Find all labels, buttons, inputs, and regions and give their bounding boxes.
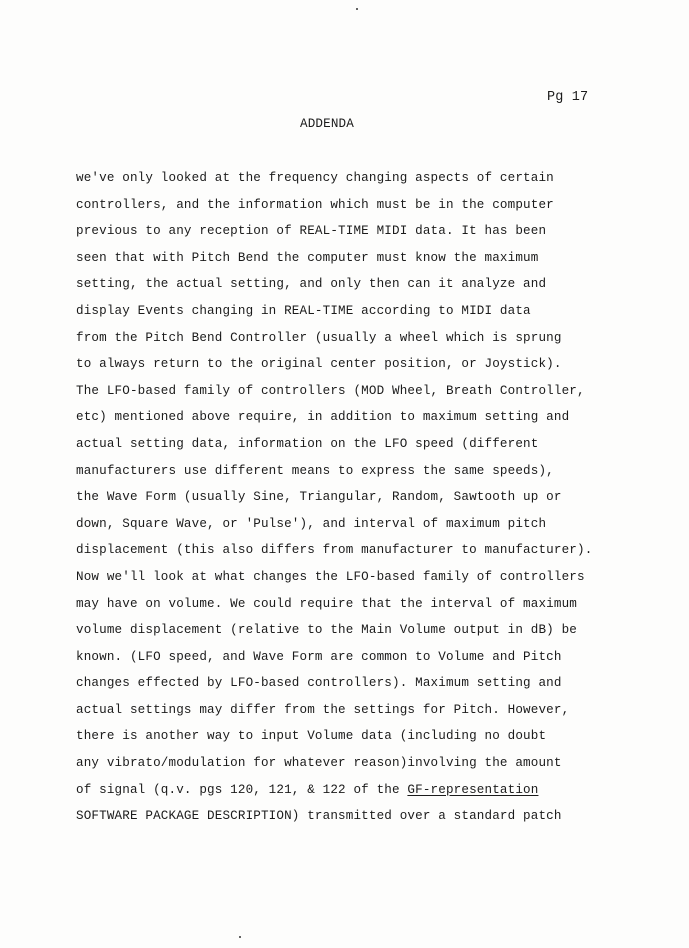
text-line-21: actual settings may differ from the settings for Pitch. However,: [76, 702, 570, 717]
text-line-7: from the Pitch Bend Controller (usually a wheel which is sprung: [76, 330, 562, 345]
text-line-24-start: of signal (q.v. pgs 120, 121, & 122 of the: [76, 782, 408, 797]
text-line-13: the Wave Form (usually Sine, Triangular, Random, Sawtooth up or: [76, 490, 562, 505]
text-line-18: volume displacement (relative to the Main Volume output in dB) be: [76, 623, 577, 638]
text-line-22: there is another way to input Volume data (including no doubt: [76, 729, 547, 744]
text-line-1: we've only looked at the frequency changing aspects of certain: [76, 171, 554, 185]
page-number: Pg 17: [547, 90, 589, 105]
text-line-23: any vibrato/modulation for whatever reason)involving the amount: [76, 756, 562, 771]
text-line-19: known. (LFO speed, and Wave Form are common to Volume and Pitch: [76, 649, 562, 664]
text-line-20: changes effected by LFO-based controllers). Maximum setting and: [76, 676, 562, 691]
text-line-24: [76, 777, 676, 804]
text-line-4: seen that with Pitch Bend the computer must know the maximum: [76, 250, 539, 265]
text-line-16: Now we'll look at what changes the LFO-based family of controllers: [76, 569, 585, 584]
text-line-12: manufacturers use different means to express the same speeds),: [76, 463, 554, 478]
text-line-3: previous to any reception of REAL-TIME MIDI data. It has been: [76, 224, 547, 239]
text-line-11: actual setting data, information on the LFO speed (different: [76, 436, 539, 451]
scan-speck: [356, 8, 358, 10]
page-heading: ADDENDA: [300, 117, 354, 131]
text-line-17: may have on volume. We could require that the interval of maximum: [76, 596, 577, 611]
text-line-10: etc) mentioned above require, in addition to maximum setting and: [76, 410, 570, 425]
text-line-9: The LFO-based family of controllers (MOD Wheel, Breath Controller,: [76, 383, 585, 398]
underlined-reference: GF-representation: [407, 782, 539, 797]
text-line-2: controllers, and the information which must be in the computer: [76, 197, 554, 212]
scan-speck: [239, 936, 241, 938]
text-line-14: down, Square Wave, or 'Pulse'), and interval of maximum pitch: [76, 516, 547, 531]
text-line-8: to always return to the original center position, or Joystick).: [76, 357, 562, 372]
body-text: [76, 165, 676, 830]
text-line-25: SOFTWARE PACKAGE DESCRIPTION) transmitted over a standard patch: [76, 809, 562, 824]
text-line-6: display Events changing in REAL-TIME according to MIDI data: [76, 303, 531, 318]
text-line-5: setting, the actual setting, and only then can it analyze and: [76, 277, 547, 292]
text-line-15: displacement (this also differs from manufacturer to manufacturer).: [76, 543, 593, 558]
